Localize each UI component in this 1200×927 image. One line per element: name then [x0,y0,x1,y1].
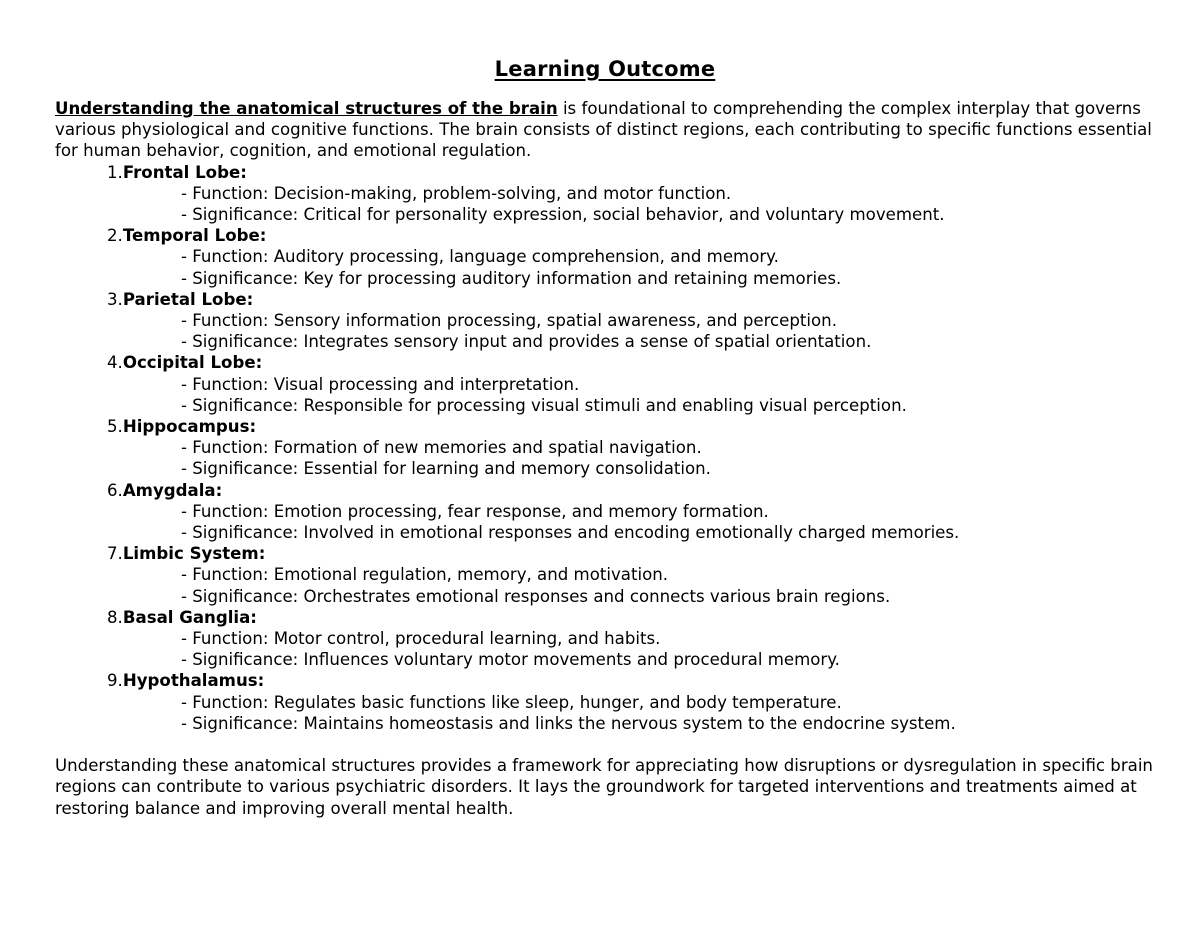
list-item-heading [55,607,1155,628]
intro-rest: is foundational to comprehending the complex interplay that governs various physiological and cognitive functions. The brain consists of distinct regions, each contributing to specific functions essential for human behavior, cognition, and emotional regulation. [55,99,1152,161]
function-line: - Function: Auditory processing, language comprehension, and memory. [181,247,779,267]
list-item-name: Limbic System: [122,544,266,564]
list-item-name: Hippocampus: [122,417,257,437]
list-item [55,416,1155,480]
function-line: - Function: Decision-making, problem-solving, and motor function. [181,183,732,203]
list-item-name: Occipital Lobe: [122,353,263,373]
list-item-number: 7. [107,544,123,564]
significance-line: - Significance: Orchestrates emotional responses and connects various brain regions. [181,586,891,606]
list-item-name: Hypothalamus: [122,671,265,691]
intro-lead: Understanding the anatomical structures of the brain [55,99,558,118]
list-item [55,543,1155,607]
document-page [55,54,1155,819]
list-item-number: 6. [107,480,123,500]
significance-line: - Significance: Integrates sensory input and provides a sense of spatial orientation. [181,332,872,352]
intro-paragraph [55,98,1155,162]
list-item-number: 3. [107,289,123,309]
function-line: - Function: Motor control, procedural learning, and habits. [181,629,661,649]
list-item-heading [55,416,1155,437]
conclusion-paragraph: Understanding these anatomical structures provides a framework for appreciating how disruptions or dysregulation in specific brain regions can contribute to various psychiatric disorders. It lays the groundwork for targeted interventions and treatments aimed at restoring balance and improving overall mental health. [55,756,1153,818]
significance-line: - Significance: Responsible for processing visual stimuli and enabling visual perception. [181,395,907,415]
significance-line: - Significance: Influences voluntary motor movements and procedural memory. [181,650,840,670]
function-line: - Function: Emotion processing, fear response, and memory formation. [181,501,769,521]
list-item-name: Frontal Lobe: [122,162,247,182]
list-item [55,162,1155,226]
list-item-number: 8. [107,607,123,627]
list-item-number: 2. [107,226,123,246]
list-item-number: 1. [107,162,123,182]
list-item-number: 5. [107,417,123,437]
brain-structures-list [55,162,1155,734]
list-item-name: Parietal Lobe: [122,289,254,309]
page-title: Learning Outcome [494,57,716,81]
significance-line: - Significance: Essential for learning and memory consolidation. [181,459,711,479]
list-item-name: Basal Ganglia: [122,607,257,627]
function-line: - Function: Sensory information processing, spatial awareness, and perception. [181,311,837,331]
list-item-heading [55,289,1155,310]
list-item-heading [55,543,1155,564]
list-item-heading [55,352,1155,373]
list-item-name: Temporal Lobe: [122,226,267,246]
significance-line: - Significance: Maintains homeostasis and links the nervous system to the endocrine system. [181,713,956,733]
list-item-heading [55,480,1155,501]
paragraph-spacer [55,734,1155,755]
list-item-heading [55,162,1155,183]
significance-line: - Significance: Involved in emotional responses and encoding emotionally charged memories. [181,523,960,543]
list-item [55,607,1155,671]
list-item [55,480,1155,544]
function-line: - Function: Formation of new memories and spatial navigation. [181,438,702,458]
list-item-number: 4. [107,353,123,373]
function-line: - Function: Visual processing and interpretation. [181,374,580,394]
list-item [55,225,1155,289]
function-line: - Function: Emotional regulation, memory, and motivation. [181,565,669,585]
list-item-name: Amygdala: [122,480,223,500]
list-item-heading [55,225,1155,246]
list-item [55,289,1155,353]
list-item-heading [55,670,1155,691]
list-item-number: 9. [107,671,123,691]
significance-line: - Significance: Critical for personality expression, social behavior, and voluntary movement. [181,205,945,225]
significance-line: - Significance: Key for processing auditory information and retaining memories. [181,268,842,288]
list-item [55,352,1155,416]
list-item [55,670,1155,734]
function-line: - Function: Regulates basic functions like sleep, hunger, and body temperature. [181,692,842,712]
